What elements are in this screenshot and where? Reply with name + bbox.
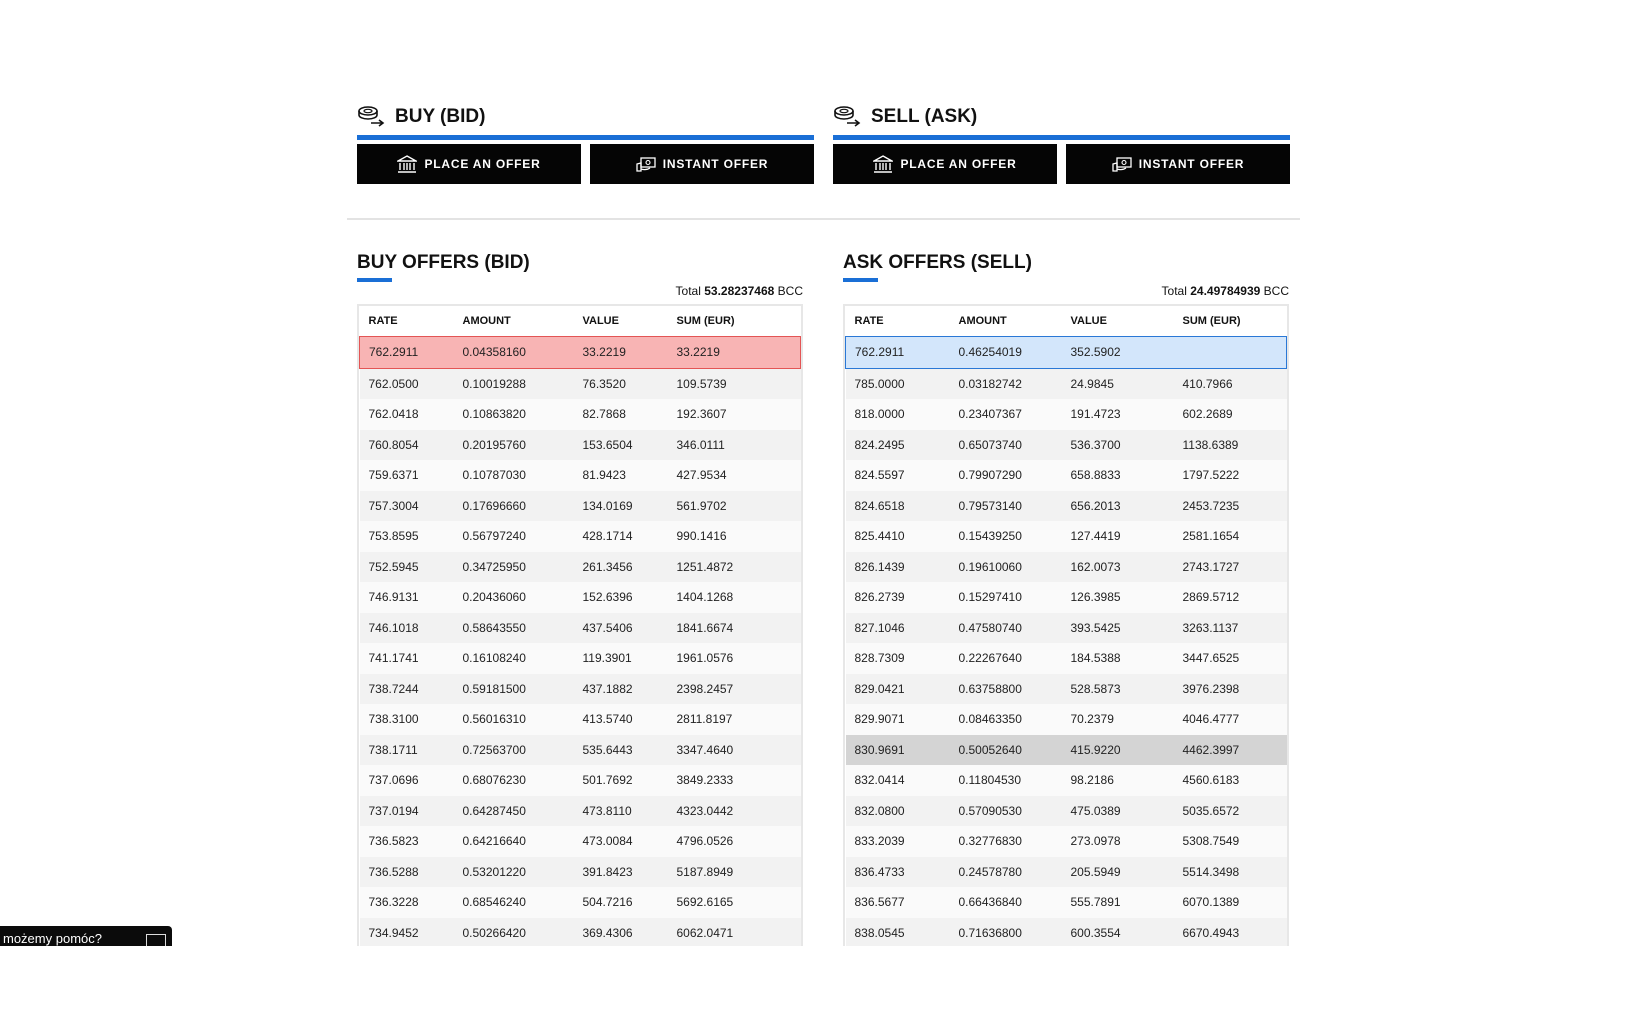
table-cell: 0.47580740 xyxy=(950,613,1062,644)
table-cell: 1961.0576 xyxy=(668,643,801,674)
table-cell: 826.2739 xyxy=(846,582,950,613)
table-cell: 536.3700 xyxy=(1062,430,1174,461)
table-cell: 119.3901 xyxy=(574,643,668,674)
table-cell: 818.0000 xyxy=(846,399,950,430)
table-cell: 762.2911 xyxy=(846,337,950,369)
table-cell: 0.53201220 xyxy=(454,857,574,888)
table-cell: 1841.6674 xyxy=(668,613,801,644)
table-cell: 152.6396 xyxy=(574,582,668,613)
table-cell: 0.24578780 xyxy=(950,857,1062,888)
table-cell: 0.20436060 xyxy=(454,582,574,613)
table-cell: 555.7891 xyxy=(1062,887,1174,918)
table-cell: 126.3985 xyxy=(1062,582,1174,613)
table-cell: 153.6504 xyxy=(574,430,668,461)
table-cell: 0.68546240 xyxy=(454,887,574,918)
table-cell: 762.0500 xyxy=(360,368,454,399)
table-row[interactable] xyxy=(846,430,1287,461)
ask-offers-title: ASK OFFERS (SELL) xyxy=(843,252,1032,273)
ask-offers-table xyxy=(845,306,1287,946)
table-cell: 127.4419 xyxy=(1062,521,1174,552)
column-header[interactable]: SUM (EUR) xyxy=(1174,306,1287,337)
table-cell: 752.5945 xyxy=(360,552,454,583)
ask-offers-underline xyxy=(843,278,878,282)
bank-icon xyxy=(397,155,417,173)
buy-offers-table xyxy=(359,306,801,946)
table-cell: 4796.0526 xyxy=(668,826,801,857)
table-row[interactable] xyxy=(360,491,801,522)
table-cell: 746.1018 xyxy=(360,613,454,644)
table-row[interactable] xyxy=(846,460,1287,491)
table-cell: 0.10019288 xyxy=(454,368,574,399)
table-cell: 746.9131 xyxy=(360,582,454,613)
table-cell: 413.5740 xyxy=(574,704,668,735)
table-row[interactable] xyxy=(846,765,1287,796)
sell-instant-offer-label: INSTANT OFFER xyxy=(1138,157,1245,171)
table-cell: 501.7692 xyxy=(574,765,668,796)
sell-title xyxy=(833,103,1290,131)
table-cell: 602.2689 xyxy=(1174,399,1287,430)
table-cell: 757.3004 xyxy=(360,491,454,522)
cash-hand-icon xyxy=(1112,156,1132,172)
table-cell: 0.03182742 xyxy=(950,368,1062,399)
column-header[interactable]: AMOUNT xyxy=(950,306,1062,337)
table-cell: 2581.1654 xyxy=(1174,521,1287,552)
table-row[interactable] xyxy=(360,674,801,705)
sell-title-underline xyxy=(833,135,1290,140)
table-cell: 393.5425 xyxy=(1062,613,1174,644)
table-cell: 352.5902 xyxy=(1062,337,1174,369)
table-cell: 838.0545 xyxy=(846,918,950,947)
sell-place-offer-label: PLACE AN OFFER xyxy=(900,157,1017,171)
table-cell: 656.2013 xyxy=(1062,491,1174,522)
buy-section xyxy=(357,103,814,184)
table-row[interactable] xyxy=(360,430,801,461)
table-cell: 600.3554 xyxy=(1062,918,1174,947)
table-cell: 5514.3498 xyxy=(1174,857,1287,888)
table-cell: 830.9691 xyxy=(846,735,950,766)
table-cell: 0.66436840 xyxy=(950,887,1062,918)
table-cell: 825.4410 xyxy=(846,521,950,552)
table-cell: 0.72563700 xyxy=(454,735,574,766)
table-cell: 4323.0442 xyxy=(668,796,801,827)
table-cell: 0.17696660 xyxy=(454,491,574,522)
table-row[interactable] xyxy=(846,552,1287,583)
total-unit: BCC xyxy=(1263,284,1289,298)
table-cell: 785.0000 xyxy=(846,368,950,399)
table-row[interactable] xyxy=(846,674,1287,705)
table-cell: 437.5406 xyxy=(574,613,668,644)
table-cell: 0.20195760 xyxy=(454,430,574,461)
table-cell: 561.9702 xyxy=(668,491,801,522)
buy-title-underline xyxy=(357,135,814,140)
ask-offers-table-container[interactable] xyxy=(843,304,1289,946)
table-cell: 0.19610060 xyxy=(950,552,1062,583)
table-cell: 836.4733 xyxy=(846,857,950,888)
table-cell: 1138.6389 xyxy=(1174,430,1287,461)
table-cell: 273.0978 xyxy=(1062,826,1174,857)
table-row[interactable] xyxy=(846,643,1287,674)
chat-widget[interactable] xyxy=(0,926,172,946)
table-cell: 81.9423 xyxy=(574,460,668,491)
table-cell: 753.8595 xyxy=(360,521,454,552)
table-cell: 428.1714 xyxy=(574,521,668,552)
table-cell: 33.2219 xyxy=(574,337,668,369)
table-cell: 134.0169 xyxy=(574,491,668,522)
table-cell: 535.6443 xyxy=(574,735,668,766)
table-row[interactable] xyxy=(846,796,1287,827)
table-row[interactable] xyxy=(360,796,801,827)
table-cell: 0.79907290 xyxy=(950,460,1062,491)
table-cell: 0.08463350 xyxy=(950,704,1062,735)
table-cell: 0.16108240 xyxy=(454,643,574,674)
buy-place-offer-button[interactable] xyxy=(357,144,581,184)
table-row[interactable] xyxy=(360,399,801,430)
table-cell: 829.0421 xyxy=(846,674,950,705)
table-cell: 2811.8197 xyxy=(668,704,801,735)
table-cell: 737.0696 xyxy=(360,765,454,796)
buy-title-text: BUY (BID) xyxy=(395,106,486,127)
table-cell: 3976.2398 xyxy=(1174,674,1287,705)
table-cell: 0.57090530 xyxy=(950,796,1062,827)
table-cell: 0.11804530 xyxy=(950,765,1062,796)
table-cell: 0.46254019 xyxy=(950,337,1062,369)
table-cell: 2743.1727 xyxy=(1174,552,1287,583)
table-header-row xyxy=(360,306,801,337)
table-row[interactable] xyxy=(846,613,1287,644)
table-cell: 1404.1268 xyxy=(668,582,801,613)
table-cell: 762.0418 xyxy=(360,399,454,430)
total-value: 53.28237468 xyxy=(704,284,775,298)
table-cell: 0.59181500 xyxy=(454,674,574,705)
table-cell: 5035.6572 xyxy=(1174,796,1287,827)
table-cell: 191.4723 xyxy=(1062,399,1174,430)
table-row[interactable] xyxy=(846,735,1287,766)
table-cell: 833.2039 xyxy=(846,826,950,857)
table-cell: 4462.3997 xyxy=(1174,735,1287,766)
table-cell: 5692.6165 xyxy=(668,887,801,918)
column-header[interactable]: VALUE xyxy=(574,306,668,337)
table-cell: 0.10787030 xyxy=(454,460,574,491)
table-cell xyxy=(1174,337,1287,369)
table-cell: 528.5873 xyxy=(1062,674,1174,705)
table-row[interactable] xyxy=(360,368,801,399)
table-row[interactable] xyxy=(846,857,1287,888)
buy-instant-offer-button[interactable] xyxy=(590,144,814,184)
table-cell: 2398.2457 xyxy=(668,674,801,705)
ask-offers-total xyxy=(843,284,1289,300)
table-cell: 741.1741 xyxy=(360,643,454,674)
table-cell: 4046.4777 xyxy=(1174,704,1287,735)
table-cell: 184.5388 xyxy=(1062,643,1174,674)
table-cell: 33.2219 xyxy=(668,337,801,369)
table-cell: 261.3456 xyxy=(574,552,668,583)
table-row[interactable] xyxy=(360,887,801,918)
table-cell: 70.2379 xyxy=(1062,704,1174,735)
table-row[interactable] xyxy=(360,857,801,888)
buy-place-offer-label: PLACE AN OFFER xyxy=(424,157,541,171)
table-cell: 824.5597 xyxy=(846,460,950,491)
table-cell: 0.15297410 xyxy=(950,582,1062,613)
sell-section xyxy=(833,103,1290,184)
table-row[interactable] xyxy=(360,460,801,491)
table-cell: 1251.4872 xyxy=(668,552,801,583)
table-cell: 6062.0471 xyxy=(668,918,801,947)
total-value: 24.49784939 xyxy=(1190,284,1261,298)
table-cell: 828.7309 xyxy=(846,643,950,674)
table-cell: 1797.5222 xyxy=(1174,460,1287,491)
table-cell: 427.9534 xyxy=(668,460,801,491)
buy-offers-body xyxy=(360,337,801,947)
column-header[interactable]: AMOUNT xyxy=(454,306,574,337)
table-cell: 3447.6525 xyxy=(1174,643,1287,674)
column-header[interactable]: VALUE xyxy=(1062,306,1174,337)
sell-instant-offer-button[interactable] xyxy=(1066,144,1290,184)
table-cell: 109.5739 xyxy=(668,368,801,399)
table-cell: 0.50052640 xyxy=(950,735,1062,766)
table-cell: 2869.5712 xyxy=(1174,582,1287,613)
table-cell: 24.9845 xyxy=(1062,368,1174,399)
table-cell: 0.34725950 xyxy=(454,552,574,583)
table-cell: 0.71636800 xyxy=(950,918,1062,947)
table-cell: 0.68076230 xyxy=(454,765,574,796)
ask-offers-body xyxy=(846,337,1287,947)
table-row[interactable] xyxy=(846,887,1287,918)
table-row[interactable] xyxy=(846,918,1287,947)
table-row[interactable] xyxy=(360,704,801,735)
table-cell: 738.7244 xyxy=(360,674,454,705)
table-cell: 0.58643550 xyxy=(454,613,574,644)
coins-icon xyxy=(357,104,387,130)
table-row[interactable] xyxy=(846,399,1287,430)
table-row[interactable] xyxy=(360,643,801,674)
total-label: Total xyxy=(675,284,701,298)
table-cell: 0.64287450 xyxy=(454,796,574,827)
table-cell: 736.5288 xyxy=(360,857,454,888)
table-cell: 832.0800 xyxy=(846,796,950,827)
table-cell: 76.3520 xyxy=(574,368,668,399)
table-cell: 0.04358160 xyxy=(454,337,574,369)
table-row[interactable] xyxy=(846,826,1287,857)
chat-label: możemy pomóc? xyxy=(3,931,102,946)
column-header[interactable]: RATE xyxy=(360,306,454,337)
table-row[interactable] xyxy=(360,918,801,947)
table-cell: 3849.2333 xyxy=(668,765,801,796)
table-cell: 737.0194 xyxy=(360,796,454,827)
table-cell: 0.63758800 xyxy=(950,674,1062,705)
table-cell: 762.2911 xyxy=(360,337,454,369)
table-cell: 3347.4640 xyxy=(668,735,801,766)
table-cell: 736.3228 xyxy=(360,887,454,918)
table-cell: 0.79573140 xyxy=(950,491,1062,522)
table-row[interactable] xyxy=(846,368,1287,399)
table-cell: 3263.1137 xyxy=(1174,613,1287,644)
table-cell: 0.64216640 xyxy=(454,826,574,857)
table-row[interactable] xyxy=(846,521,1287,552)
table-cell: 473.8110 xyxy=(574,796,668,827)
table-cell: 832.0414 xyxy=(846,765,950,796)
table-cell: 826.1439 xyxy=(846,552,950,583)
table-cell: 0.50266420 xyxy=(454,918,574,947)
table-cell: 205.5949 xyxy=(1062,857,1174,888)
table-cell: 0.65073740 xyxy=(950,430,1062,461)
table-row[interactable] xyxy=(360,552,801,583)
buy-offers-total xyxy=(357,284,803,300)
table-cell: 98.2186 xyxy=(1062,765,1174,796)
buy-offers-title: BUY OFFERS (BID) xyxy=(357,252,530,273)
table-cell: 475.0389 xyxy=(1062,796,1174,827)
table-cell: 346.0111 xyxy=(668,430,801,461)
table-cell: 192.3607 xyxy=(668,399,801,430)
table-cell: 6670.4943 xyxy=(1174,918,1287,947)
buy-offers-underline xyxy=(357,278,392,282)
table-row[interactable] xyxy=(360,613,801,644)
table-cell: 82.7868 xyxy=(574,399,668,430)
table-cell: 5308.7549 xyxy=(1174,826,1287,857)
table-cell: 391.8423 xyxy=(574,857,668,888)
table-cell: 658.8833 xyxy=(1062,460,1174,491)
table-cell: 0.22267640 xyxy=(950,643,1062,674)
table-row[interactable] xyxy=(360,826,801,857)
table-cell: 829.9071 xyxy=(846,704,950,735)
table-cell: 827.1046 xyxy=(846,613,950,644)
table-cell: 415.9220 xyxy=(1062,735,1174,766)
table-row[interactable] xyxy=(846,704,1287,735)
table-cell: 504.7216 xyxy=(574,887,668,918)
table-cell: 410.7966 xyxy=(1174,368,1287,399)
table-row[interactable] xyxy=(360,582,801,613)
table-cell: 738.1711 xyxy=(360,735,454,766)
table-cell: 738.3100 xyxy=(360,704,454,735)
table-cell: 5187.8949 xyxy=(668,857,801,888)
table-cell: 0.32776830 xyxy=(950,826,1062,857)
total-label: Total xyxy=(1161,284,1187,298)
table-cell: 162.0073 xyxy=(1062,552,1174,583)
total-unit: BCC xyxy=(777,284,803,298)
table-row[interactable] xyxy=(846,491,1287,522)
section-divider xyxy=(347,218,1300,220)
ask-offers-panel xyxy=(843,252,1289,946)
table-cell: 824.6518 xyxy=(846,491,950,522)
sell-place-offer-button[interactable] xyxy=(833,144,1057,184)
table-cell: 0.15439250 xyxy=(950,521,1062,552)
column-header[interactable]: SUM (EUR) xyxy=(668,306,801,337)
table-cell: 0.10863820 xyxy=(454,399,574,430)
buy-title xyxy=(357,103,814,131)
table-cell: 0.56016310 xyxy=(454,704,574,735)
table-header-row xyxy=(846,306,1287,337)
table-cell: 736.5823 xyxy=(360,826,454,857)
table-cell: 6070.1389 xyxy=(1174,887,1287,918)
table-cell: 759.6371 xyxy=(360,460,454,491)
table-cell: 2453.7235 xyxy=(1174,491,1287,522)
table-cell: 836.5677 xyxy=(846,887,950,918)
buy-instant-offer-label: INSTANT OFFER xyxy=(662,157,769,171)
table-row[interactable] xyxy=(360,521,801,552)
buy-offers-table-container[interactable] xyxy=(357,304,803,946)
bank-icon xyxy=(873,155,893,173)
column-header[interactable]: RATE xyxy=(846,306,950,337)
table-cell: 734.9452 xyxy=(360,918,454,947)
table-row[interactable] xyxy=(360,735,801,766)
table-cell: 437.1882 xyxy=(574,674,668,705)
buy-offers-panel xyxy=(357,252,803,946)
table-row[interactable] xyxy=(846,582,1287,613)
table-row[interactable] xyxy=(360,765,801,796)
table-cell: 0.23407367 xyxy=(950,399,1062,430)
sell-title-text: SELL (ASK) xyxy=(871,106,978,127)
table-cell: 473.0084 xyxy=(574,826,668,857)
table-cell: 824.2495 xyxy=(846,430,950,461)
table-cell: 369.4306 xyxy=(574,918,668,947)
table-cell: 4560.6183 xyxy=(1174,765,1287,796)
table-row[interactable] xyxy=(360,337,801,369)
table-cell: 0.56797240 xyxy=(454,521,574,552)
coins-icon xyxy=(833,104,863,130)
table-row[interactable] xyxy=(846,337,1287,369)
chat-window-icon xyxy=(146,934,166,946)
cash-hand-icon xyxy=(636,156,656,172)
table-cell: 760.8054 xyxy=(360,430,454,461)
table-cell: 990.1416 xyxy=(668,521,801,552)
